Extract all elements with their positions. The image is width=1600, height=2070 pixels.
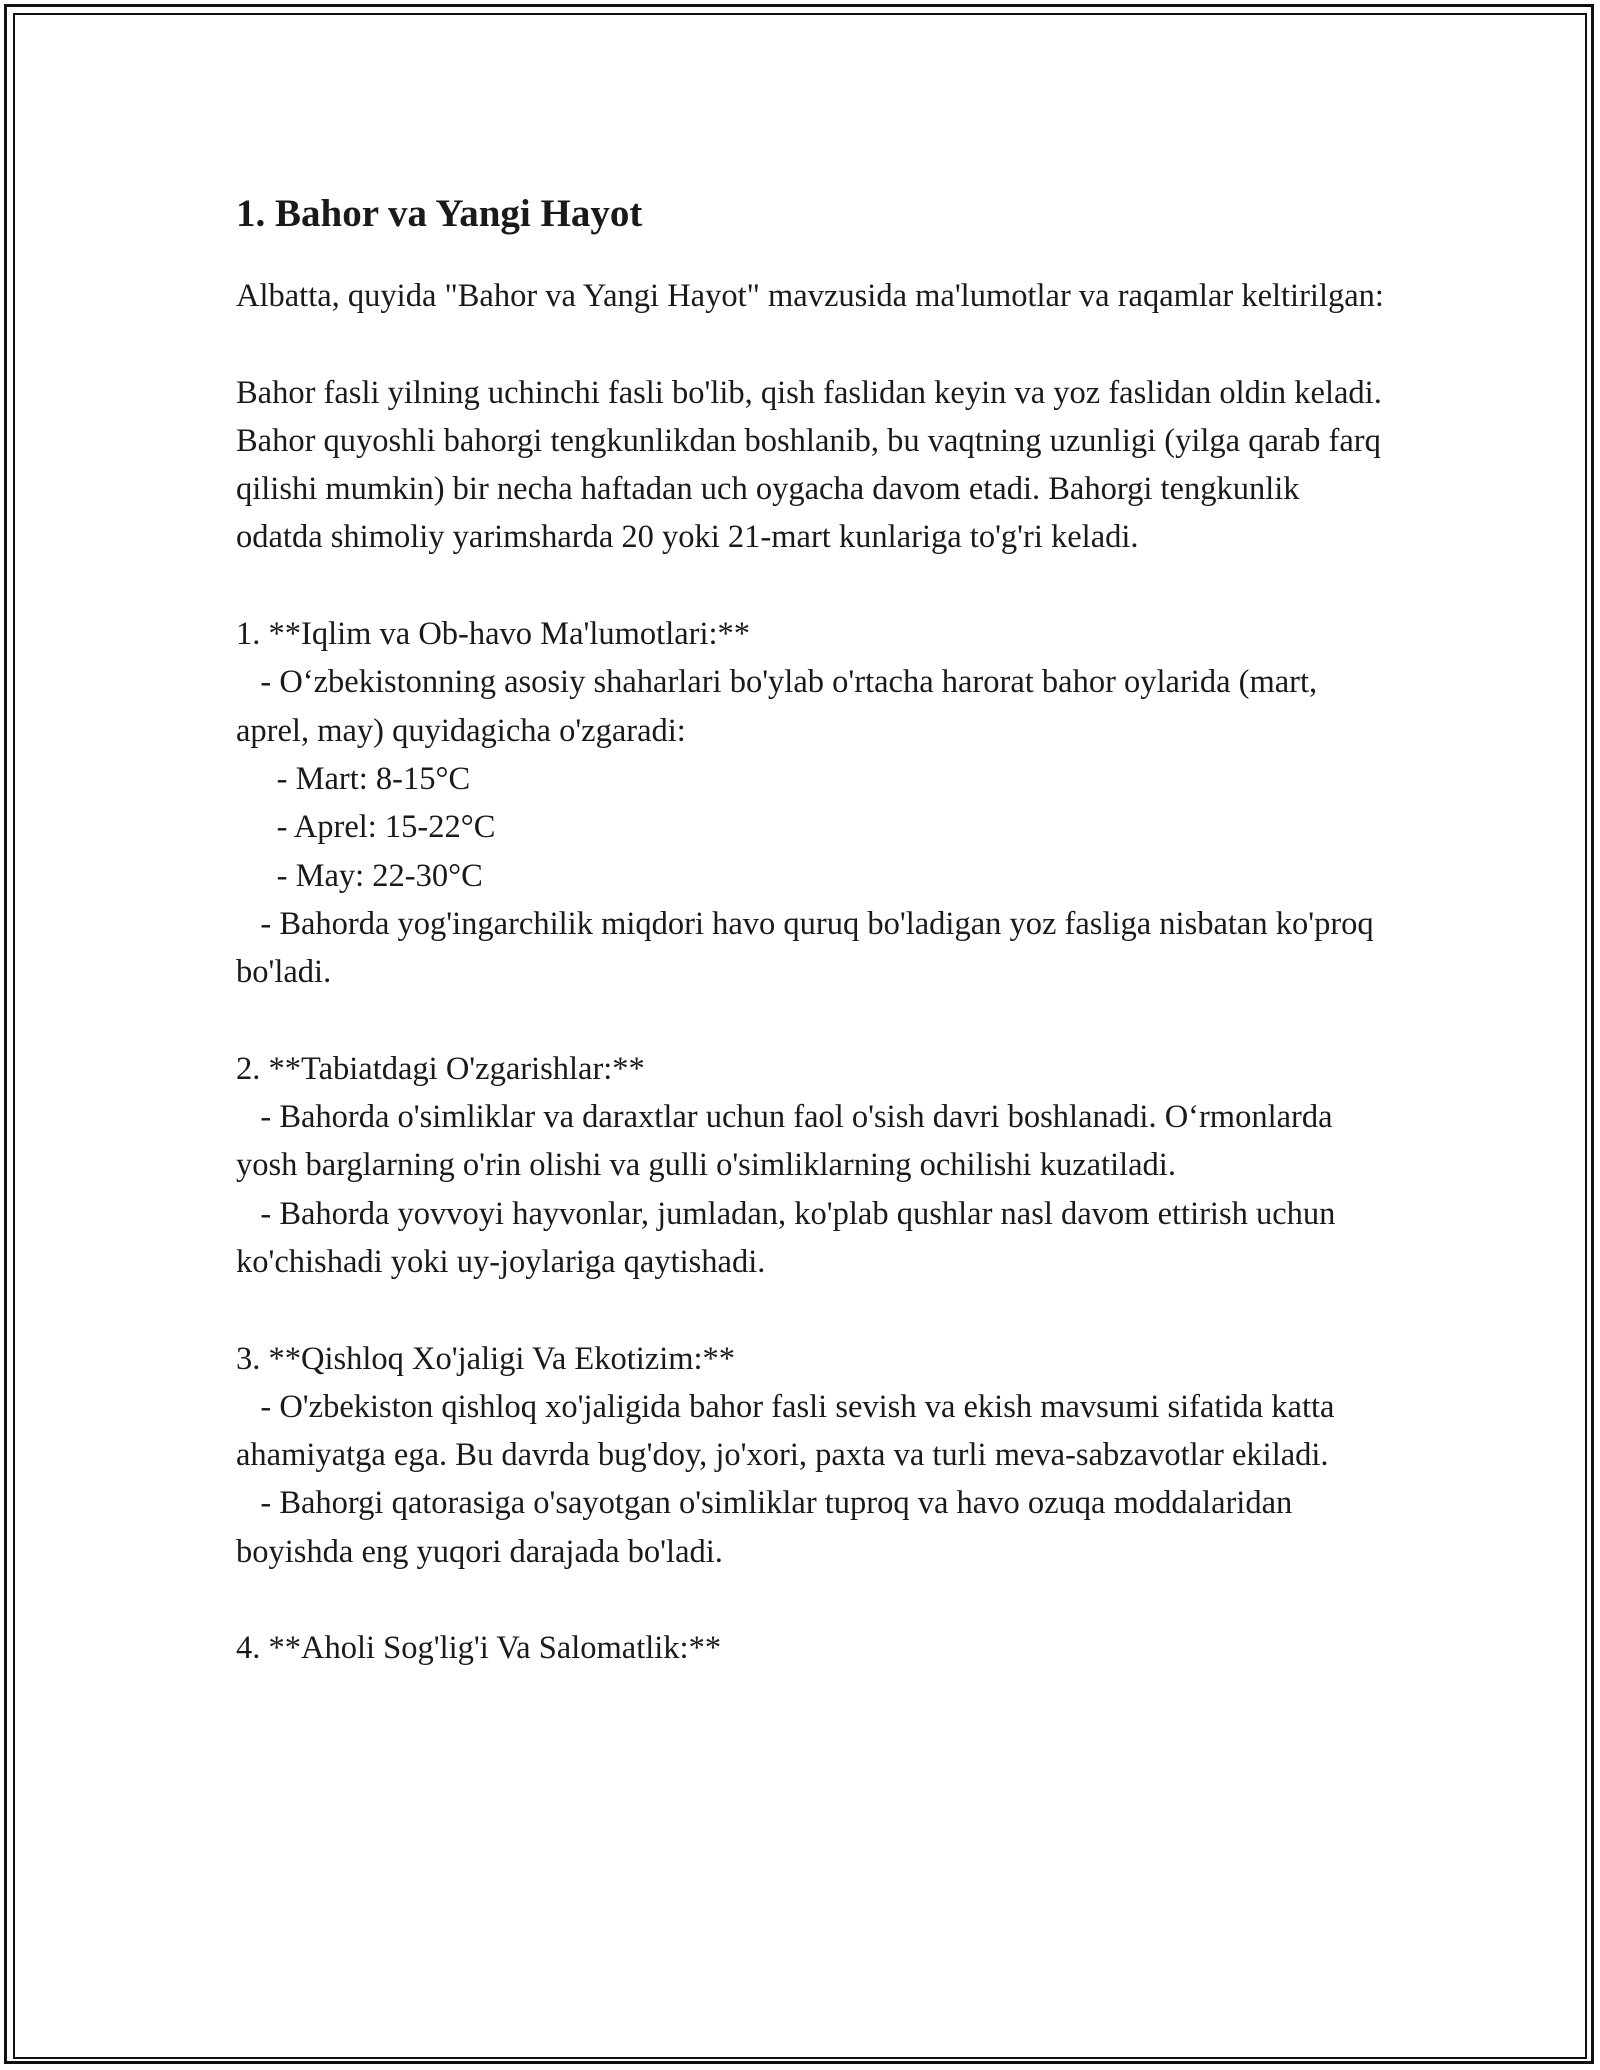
section-agriculture: [236, 1335, 1386, 1576]
paragraph-gap: [236, 562, 1386, 610]
section-line: - Bahorda o'simliklar va daraxtlar uchun faol o'sish davri boshlanadi. O‘rmonlarda yosh barglarning o'rin olishi va gulli o'simliklarning ochilishi kuzatiladi.: [236, 1099, 1341, 1184]
body-paragraph: Bahor fasli yilning uchinchi fasli bo'lib, qish faslidan keyin va yoz faslidan oldin keladi. Bahor quyoshli bahorgi tengkunlikdan boshlanib, bu vaqtning uzunligi (yilga qarab farq qilishi mumkin) bir necha haftadan uch oygacha davom etadi. Bahorgi tengkunlik odatda shimoliy yarimsharda 20 yoki 21-mart kunlariga to'g'ri keladi.: [236, 374, 1390, 556]
section-line: - Bahorda yog'ingarchilik miqdori havo quruq bo'ladigan yoz fasliga nisbatan ko'proq bo'ladi.: [236, 905, 1382, 991]
section-nature: [236, 1045, 1386, 1286]
section-line: - O‘zbekistonning asosiy shaharlari bo'ylab o'rtacha harorat bahor oylarida (mart, aprel, may) quyidagicha o'zgaradi:: [236, 664, 1326, 749]
section-heading: 3. **Qishloq Xo'jaligi Va Ekotizim:**: [236, 1340, 736, 1377]
section-heading: 2. **Tabiatdagi O'zgarishlar:**: [236, 1050, 645, 1087]
paragraph-gap: [236, 996, 1386, 1044]
section-heading: 4. **Aholi Sog'lig'i Va Salomatlik:**: [236, 1630, 722, 1667]
paragraph-gap: [236, 1576, 1386, 1624]
document-body: [236, 186, 1390, 1673]
intro-paragraph: Albatta, quyida "Bahor va Yangi Hayot" mavzusida ma'lumotlar va raqamlar keltirilgan:: [236, 278, 1384, 314]
section-line: - Bahorgi qatorasiga o'sayotgan o'simliklar tuproq va havo ozuqa moddalaridan boyishda eng yuqori darajada bo'ladi.: [236, 1485, 1301, 1570]
section-health: [236, 1624, 1386, 1672]
section-climate: [236, 610, 1386, 996]
document-title: 1. Bahor va Yangi Hayot: [236, 192, 643, 235]
section-line: - Aprel: 15-22°C: [236, 809, 496, 846]
section-line: - Bahorda yovvoyi hayvonlar, jumladan, ko'plab qushlar nasl davom ettirish uchun ko'chishadi yoki uy-joylariga qaytishadi.: [236, 1195, 1344, 1280]
section-line: - May: 22-30°C: [236, 857, 483, 894]
section-heading: 1. **Iqlim va Ob-havo Ma'lumotlari:**: [236, 616, 751, 653]
section-line: - O'zbekiston qishloq xo'jaligida bahor fasli sevish va ekish mavsumi sifatida katta ahamiyatga ega. Bu davrda bug'doy, jo'xori, paxta va turli meva-sabzavotlar ekiladi.: [236, 1388, 1343, 1474]
paragraph-gap: [236, 320, 1386, 368]
paragraph-gap: [236, 1286, 1386, 1334]
section-line: - Mart: 8-15°C: [236, 760, 471, 797]
